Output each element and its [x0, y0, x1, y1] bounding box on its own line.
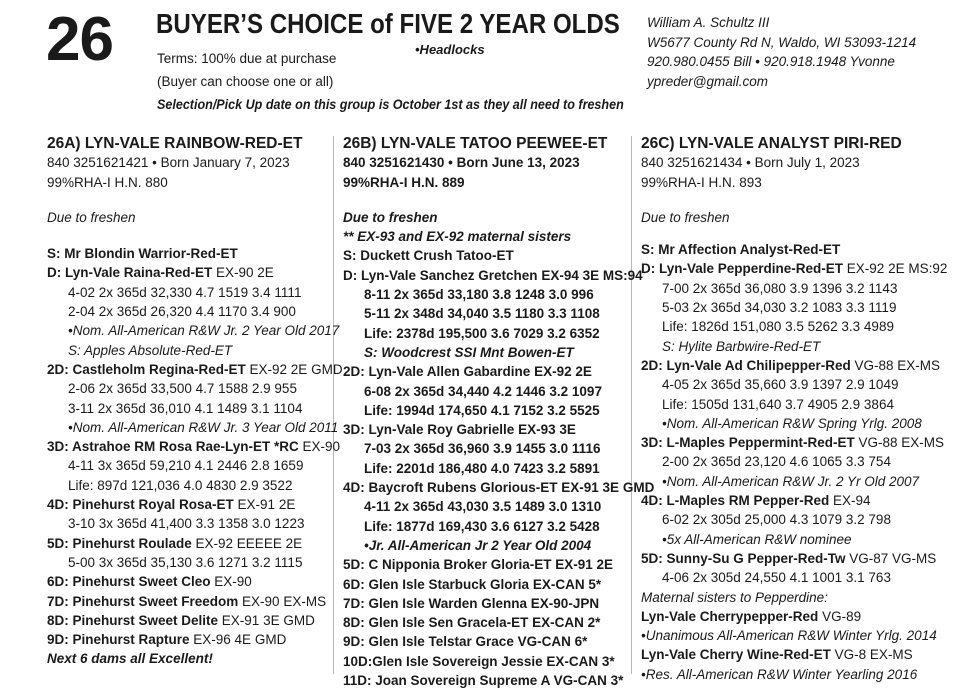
record-line: Life: 1826d 151,080 3.5 5262 3.3 4989	[662, 319, 894, 335]
lot-number: 26	[46, 5, 113, 74]
record-line: 6-08 2x 365d 34,440 4.2 1446 3.2 1097	[364, 383, 602, 399]
record-line: 6-02 2x 305d 25,000 4.3 1079 3.2 798	[662, 512, 891, 528]
headlocks-note: •Headlocks	[415, 42, 485, 57]
lot-column-26c	[641, 134, 947, 684]
record-line: Life: 1877d 169,430 3.6 6127 3.2 5428	[364, 518, 600, 534]
record-line: 5-11 2x 348d 34,040 3.5 1180 3.3 1108	[364, 306, 600, 322]
seller-contact	[647, 13, 916, 91]
seller-address: W5677 County Rd N, Waldo, WI 53093-1214	[647, 34, 917, 50]
record-line: Life: 2201d 186,480 4.0 7423 3.2 5891	[364, 460, 600, 476]
dams-note: Next 6 dams all Excellent!	[47, 651, 213, 667]
pedigree-line: 5D: Sunny-Su G Pepper-Red-Tw VG-87 VG-MS	[641, 550, 937, 566]
pedigree-line: 6D: Pinehurst Sweet Cleo EX-90	[47, 574, 252, 590]
pedigree-line: D: Lyn-Vale Pepperdine-Red-ET EX-92 2E MS:92	[641, 261, 948, 277]
pedigree-line: 5D: C Nipponia Broker Gloria-ET EX-91 2E	[343, 557, 614, 573]
record-line: Life: 1505d 131,640 3.7 4905 2.9 3864	[662, 396, 894, 412]
award-line: •5x All-American R&W nominee	[662, 531, 852, 547]
pedigree-list	[343, 227, 654, 690]
record-line: Life: 897d 121,036 4.0 4830 2.9 3522	[68, 477, 293, 493]
award-line: •Unanimous All-American R&W Winter Yrlg. 2014	[641, 628, 937, 644]
pedigree-line: Lyn-Vale Cherry Wine-Red-ET VG-8 EX-MS	[641, 647, 913, 663]
record-line: 4-02 2x 365d 32,330 4.7 1519 3.4 1111	[68, 284, 302, 300]
pedigree-line: 9D: Pinehurst Rapture EX-96 4E GMD	[47, 632, 287, 648]
pedigree-line: 8D: Pinehurst Sweet Delite EX-91 3E GMD	[47, 612, 315, 628]
registration-line: 840 3251621434 • Born July 1, 2023	[641, 155, 860, 171]
record-line: 4-06 2x 305d 24,550 4.1 1001 3.1 763	[662, 570, 891, 586]
record-line: 2-04 2x 365d 26,320 4.4 1170 3.4 900	[68, 304, 296, 320]
pedigree-line: Lyn-Vale Cherrypepper-Red VG-89	[641, 608, 862, 624]
selection-note: Selection/Pick Up date on this group is October 1st as they all need to freshen	[157, 97, 624, 112]
record-line: 2-00 2x 365d 23,120 4.6 1065 3.3 754	[662, 454, 891, 470]
record-line: Life: 1994d 174,650 4.1 7152 3.2 5525	[364, 402, 600, 418]
pedigree-line: 7D: Pinehurst Sweet Freedom EX-90 EX-MS	[47, 593, 327, 609]
record-line: 7-03 2x 365d 36,960 3.9 1455 3.0 1116	[364, 441, 601, 457]
registration-line: 840 3251621421 • Born January 7, 2023	[47, 155, 290, 171]
pedigree-line: 4D: L-Maples RM Pepper-Red EX-94	[641, 493, 871, 509]
lot-title: 26B) LYN-VALE TATOO PEEWEE-ET	[343, 135, 608, 152]
record-line: 3-11 2x 365d 36,010 4.1 1489 3.1 1104	[68, 400, 303, 416]
pedigree-line: 3D: Astrahoe RM Rosa Rae-Lyn-ET *RC EX-90	[47, 439, 341, 455]
pedigree-line: S: Duckett Crush Tatoo-ET	[343, 248, 514, 264]
pedigree-line: 4D: Baycroft Rubens Glorious-ET EX-91 3E GMD	[343, 480, 655, 496]
award-line: •Nom. All-American R&W Spring Yrlg. 2008	[662, 415, 922, 431]
maternal-sisters-heading: Maternal sisters to Pepperdine:	[641, 589, 828, 605]
lot-column-26b	[343, 134, 654, 690]
award-line: •Nom. All-American R&W Jr. 2 Yr Old 2007	[662, 473, 920, 489]
terms-note: (Buyer can choose one or all)	[157, 74, 334, 89]
pedigree-line: 4D: Pinehurst Royal Rosa-ET EX-91 2E	[47, 497, 296, 513]
pedigree-line: 9D: Glen Isle Telstar Grace VG-CAN 6*	[343, 634, 588, 650]
pedigree-line: 2D: Castleholm Regina-Red-ET EX-92 2E GMD	[47, 361, 343, 377]
maternal-sisters-note: ** EX-93 and EX-92 maternal sisters	[343, 229, 572, 245]
record-line: 5-00 3x 365d 35,130 3.6 1271 3.2 1115	[68, 554, 303, 570]
record-line: 7-00 2x 365d 36,080 3.9 1396 3.2 1143	[662, 280, 898, 296]
rha-line: 99%RHA-I H.N. 893	[641, 174, 762, 190]
award-line: •Nom. All-American R&W Jr. 2 Year Old 2017	[68, 323, 340, 339]
pedigree-line: 3D: Lyn-Vale Roy Gabrielle EX-93 3E	[343, 422, 576, 438]
seller-name: William A. Schultz III	[647, 15, 770, 30]
page-title: BUYER’S CHOICE of FIVE 2 YEAR OLDS	[156, 8, 620, 39]
record-line: 4-11 2x 365d 43,030 3.5 1489 3.0 1310	[364, 499, 602, 515]
freshen-note: Due to freshen	[641, 209, 730, 225]
freshen-note: Due to freshen	[343, 209, 438, 225]
record-line: 5-03 2x 365d 34,030 3.2 1083 3.3 1119	[662, 300, 897, 316]
pedigree-line: 11D: Joan Sovereign Supreme A VG-CAN 3*	[343, 673, 624, 689]
freshen-note: Due to freshen	[47, 209, 136, 225]
rha-line: 99%RHA-I H.N. 880	[47, 174, 168, 190]
pedigree-line: 3D: L-Maples Peppermint-Red-ET VG-88 EX-MS	[641, 435, 945, 451]
pedigree-list	[641, 240, 947, 684]
lot-column-26a	[47, 134, 343, 669]
award-line: •Nom. All-American R&W Jr. 3 Year Old 2011	[68, 419, 339, 435]
record-line: 8-11 2x 365d 33,180 3.8 1248 3.0 996	[364, 287, 594, 303]
seller-email: ypreder@gmail.com	[647, 73, 768, 89]
pedigree-line: D: Lyn-Vale Sanchez Gretchen EX-94 3E MS:94	[343, 267, 643, 283]
sire-line: S: Woodcrest SSI Mnt Bowen-ET	[364, 344, 574, 360]
sire-line: S: Apples Absolute-Red-ET	[68, 342, 233, 358]
rha-line: 99%RHA-I H.N. 889	[343, 174, 465, 190]
pedigree-line: 7D: Glen Isle Warden Glenna EX-90-JPN	[343, 595, 600, 611]
pedigree-line: 6D: Glen Isle Starbuck Gloria EX-CAN 5*	[343, 576, 602, 592]
pedigree-line: 2D: Lyn-Vale Allen Gabardine EX-92 2E	[343, 364, 592, 380]
record-line: 4-05 2x 365d 35,660 3.9 1397 2.9 1049	[662, 377, 899, 393]
lot-title: 26C) LYN-VALE ANALYST PIRI-RED	[641, 135, 902, 152]
record-line: 4-11 3x 365d 59,210 4.1 2446 2.8 1659	[68, 458, 304, 474]
pedigree-line: 10D:Glen Isle Sovereign Jessie EX-CAN 3*	[343, 653, 615, 669]
seller-phones: 920.980.0455 Bill • 920.918.1948 Yvonne	[647, 54, 895, 69]
registration-line: 840 3251621430 • Born June 13, 2023	[343, 155, 580, 171]
award-line: •Jr. All-American Jr 2 Year Old 2004	[364, 537, 592, 553]
record-line: 3-10 3x 365d 41,400 3.3 1358 3.0 1223	[68, 516, 305, 532]
sire-line: S: Hylite Barbwire-Red-ET	[662, 338, 821, 354]
pedigree-line: 8D: Glen Isle Sen Gracela-ET EX-CAN 2*	[343, 615, 601, 631]
pedigree-line: D: Lyn-Vale Raina-Red-ET EX-90 2E	[47, 265, 274, 281]
pedigree-list	[47, 244, 343, 669]
award-line: •Res. All-American R&W Winter Yearling 2016	[641, 666, 918, 682]
terms-block	[157, 47, 336, 93]
pedigree-line: S: Mr Blondin Warrior-Red-ET	[47, 246, 238, 262]
pedigree-line: S: Mr Affection Analyst-Red-ET	[641, 242, 841, 258]
record-line: 2-06 2x 365d 33,500 4.7 1588 2.9 955	[68, 381, 297, 397]
record-line: Life: 2378d 195,500 3.6 7029 3.2 6352	[364, 325, 600, 341]
pedigree-line: 2D: Lyn-Vale Ad Chilipepper-Red VG-88 EX-MS	[641, 357, 941, 373]
terms-text: Terms: 100% due at purchase	[157, 51, 337, 66]
pedigree-line: 5D: Pinehurst Roulade EX-92 EEEEE 2E	[47, 535, 303, 551]
lot-title: 26A) LYN-VALE RAINBOW-RED-ET	[47, 135, 303, 152]
